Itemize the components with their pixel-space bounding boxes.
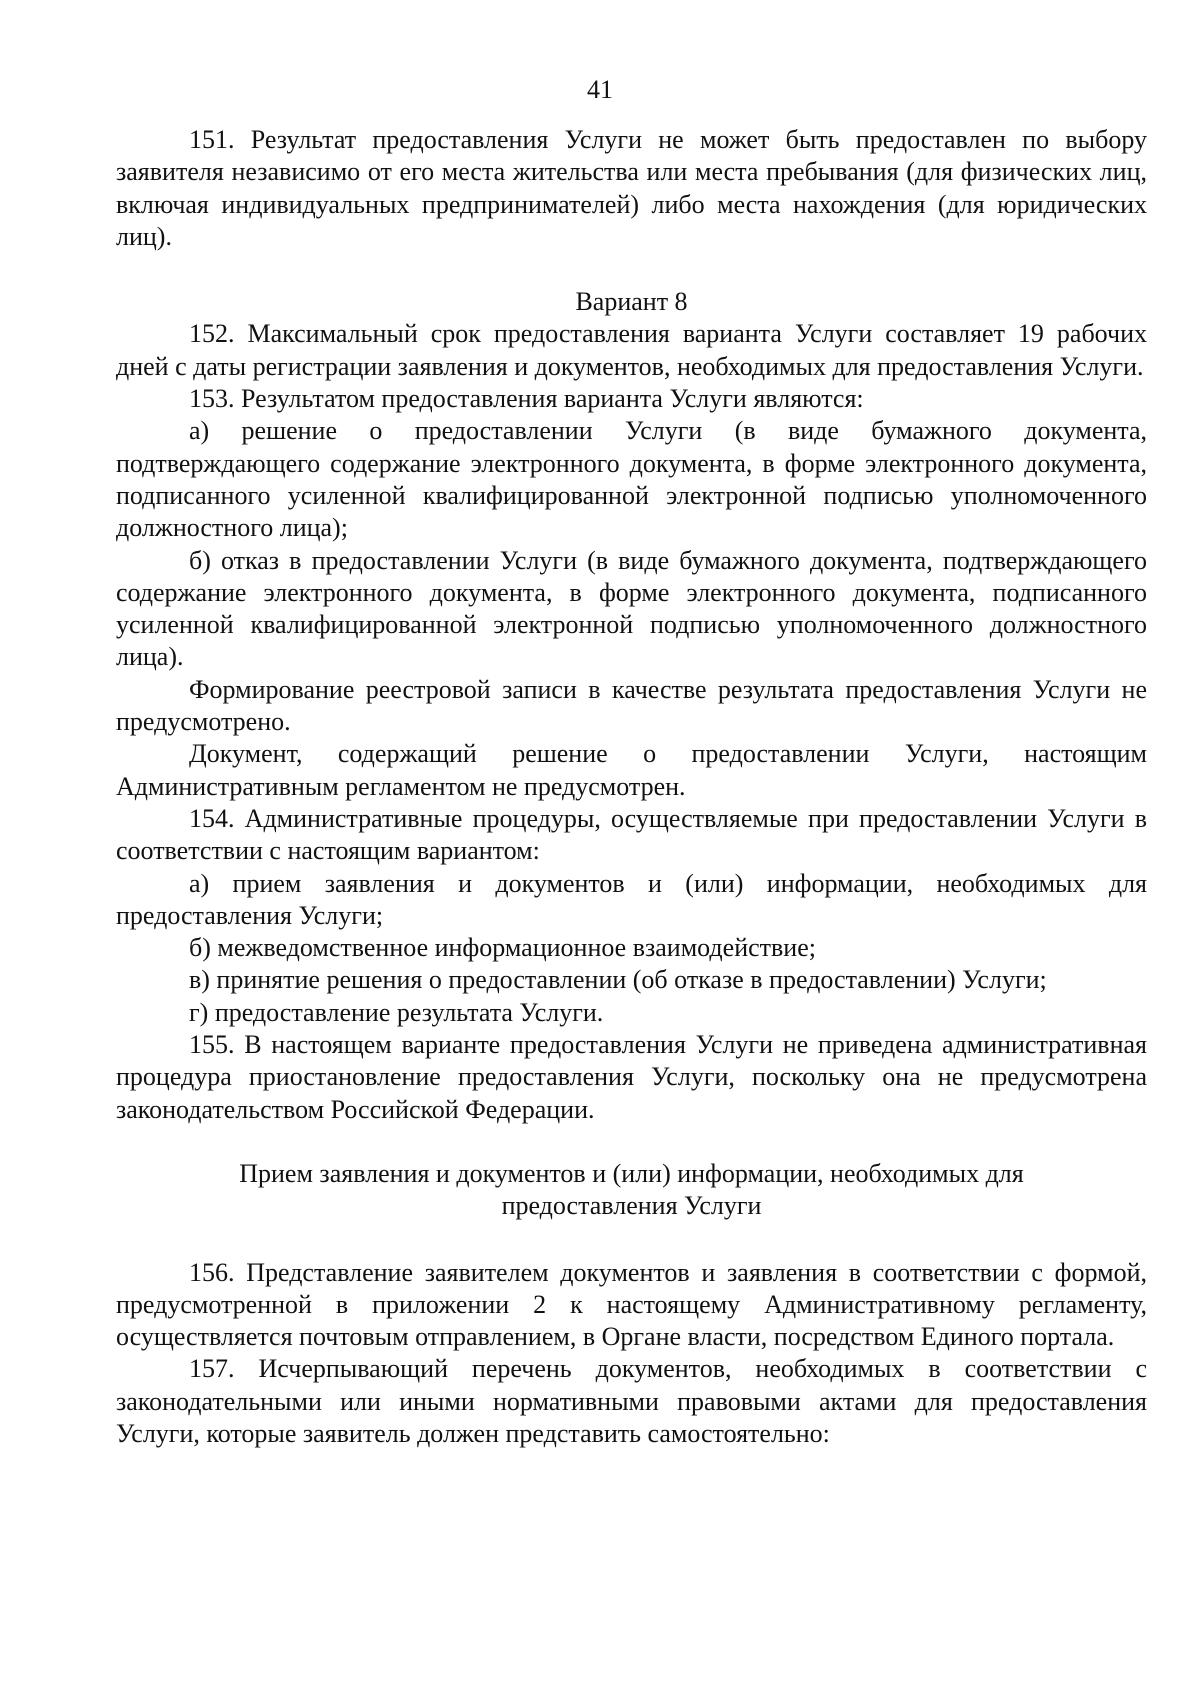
paragraph-decision-document: Документ, содержащий решение о предоставлении Услуги, настоящим Административным регламентом не предусмотрен. (116, 739, 1147, 801)
paragraph-153: 153. Результатом предоставления варианта Услуги являются: (189, 384, 864, 414)
spacer (116, 1223, 1147, 1257)
paragraph-registry-record: Формирование реестровой записи в качестве результата предоставления Услуги не предусмотрено. (116, 674, 1147, 737)
section-heading-line-2: предоставления Услуги (501, 1191, 762, 1221)
paragraph-152: 152. Максимальный срок предоставления варианта Услуги составляет 19 рабочих дней с даты регистрации заявления и документов, необходимых для предоставления Услуги. (116, 319, 1147, 381)
section-heading-line-1: Прием заявления и документов и (или) информации, необходимых для (239, 1158, 1024, 1188)
document-body (116, 124, 1147, 1450)
paragraph-154: 154. Административные процедуры, осуществляемые при предоставлении Услуги в соответствии с настоящим вариантом: (116, 803, 1147, 866)
paragraph-155: 155. В настоящем варианте предоставления Услуги не приведена административная процедура приостановление предоставления Услуги, поскольку она не предусмотрена законодательством Российской Федерации. (116, 1030, 1147, 1124)
paragraph-153-b: б) отказ в предоставлении Услуги (в виде бумажного документа, подтверждающего содержание электронного документа, в форме электронного документа, подписанного усиленной квалифицированной электронной подписью уполномоченного должностного лица). (116, 545, 1147, 672)
variant-heading: Вариант 8 (575, 287, 688, 317)
paragraph-154-b: б) межведомственное информационное взаимодействие; (189, 933, 816, 963)
paragraph-153-a: а) решение о предоставлении Услуги (в виде бумажного документа, подтверждающего содержание электронного документа, в форме электронного документа, подписанного усиленной квалифицированной электронной подписью уполномоченного должностного лица); (116, 416, 1147, 543)
paragraph-154-d: г) предоставление результата Услуги. (189, 997, 604, 1027)
paragraph-151: 151. Результат предоставления Услуги не может быть предоставлен по выбору заявителя независимо от его места жительства или места пребывания (для физических лиц, включая индивидуальных предпринимателей) либо места нахождения (для юридических лиц). (116, 125, 1147, 251)
page-number: 41 (587, 75, 613, 104)
spacer (116, 1126, 1147, 1158)
paragraph-156: 156. Представление заявителем документов и заявления в соответствии с формой, предусмотренной в приложении 2 к настоящему Административному регламенту, осуществляется почтовым отправлением, в Органе власти, посредством Единого портала. (116, 1257, 1147, 1352)
paragraph-154-a: а) прием заявления и документов и (или) информации, необходимых для предоставления Услуги; (116, 868, 1147, 930)
paragraph-157: 157. Исчерпывающий перечень документов, необходимых в соответствии с законодательными или иными нормативными правовыми актами для предоставления Услуги, которые заявитель должен представить самостоятельно: (116, 1354, 1147, 1448)
spacer (116, 253, 1147, 286)
paragraph-154-c: в) принятие решения о предоставлении (об отказе в предоставлении) Услуги; (189, 965, 1047, 995)
